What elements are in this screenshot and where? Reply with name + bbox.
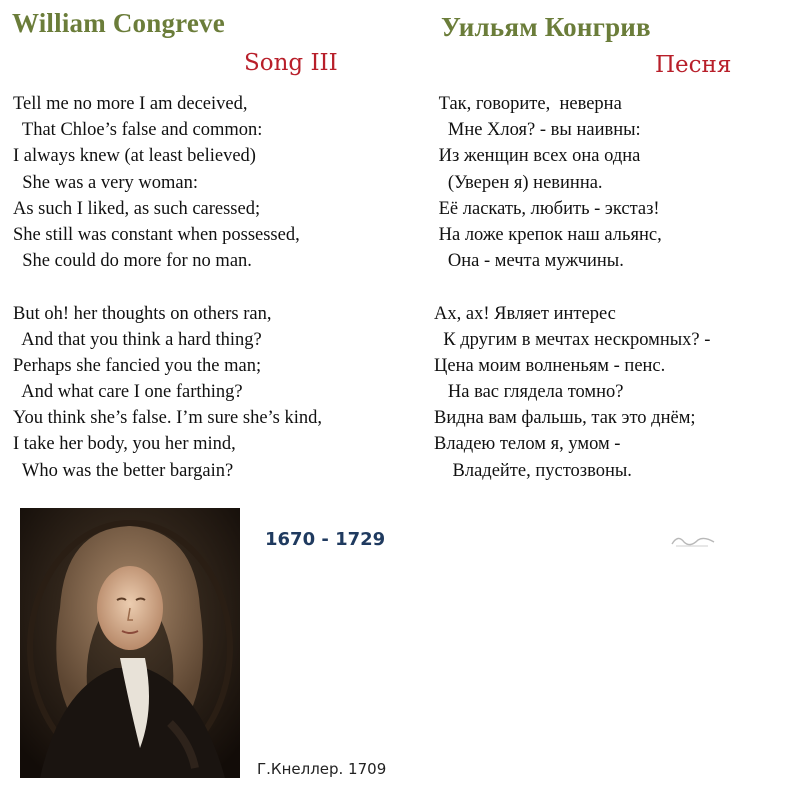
poem-line: К другим в мечтах нескромных? -	[434, 329, 711, 350]
poem-line: Who was the better bargain?	[13, 460, 234, 481]
poem-line: Из женщин всех она одна	[434, 146, 641, 167]
poem-line: Владею телом я, умом -	[434, 434, 621, 455]
poem-line: Её ласкать, любить - экстаз!	[434, 198, 660, 219]
left-author-title: William Congreve	[12, 8, 225, 38]
poem-line: На ложе крепок наш альянс,	[434, 224, 662, 245]
years-label: 1670 - 1729	[265, 529, 386, 550]
right-author-title: Уильям Конгрив	[441, 12, 651, 42]
poem-line: I always knew (at least believed)	[13, 146, 256, 167]
poem-line: Она - мечта мужчины.	[434, 251, 624, 272]
right-song-title: Песня	[655, 52, 732, 78]
left-song-title: Song III	[244, 50, 338, 76]
poem-line: As such I liked, as such caressed;	[13, 198, 261, 219]
left-poem	[13, 91, 322, 484]
signature-mark	[668, 530, 718, 552]
poem-line: Владейте, пустозвоны.	[434, 460, 632, 481]
poem-line: She could do more for no man.	[13, 251, 252, 272]
poem-line: Видна вам фальшь, так это днём;	[434, 408, 696, 429]
poem-line: Мне Хлоя? - вы наивны:	[434, 120, 641, 141]
poem-line: I take her body, you her mind,	[13, 434, 236, 455]
poem-line: Perhaps she fancied you the man;	[13, 355, 262, 376]
poem-line: But oh! her thoughts on others ran,	[13, 303, 272, 324]
poem-line: And what care I one farthing?	[13, 382, 243, 403]
poem-line: That Chloe’s false and common:	[13, 120, 263, 141]
poem-line: She was a very woman:	[13, 172, 198, 193]
poem-line: Так, говорите, неверна	[434, 94, 622, 114]
right-poem	[434, 91, 710, 484]
poem-line: And that you think a hard thing?	[13, 329, 262, 350]
poem-line: (Уверен я) невинна.	[434, 172, 603, 193]
poem-line: Цена моим волненьям - пенс.	[434, 355, 666, 376]
poem-line: You think she’s false. I’m sure she’s kind,	[13, 408, 323, 429]
poem-line: Tell me no more I am deceived,	[13, 94, 248, 114]
poem-line: На вас глядела томно?	[434, 382, 624, 403]
poem-line: She still was constant when possessed,	[13, 224, 300, 245]
poem-line: Ах, ах! Являет интерес	[434, 303, 616, 324]
portrait-caption: Г.Кнеллер. 1709	[257, 760, 387, 778]
portrait-image	[20, 508, 240, 778]
